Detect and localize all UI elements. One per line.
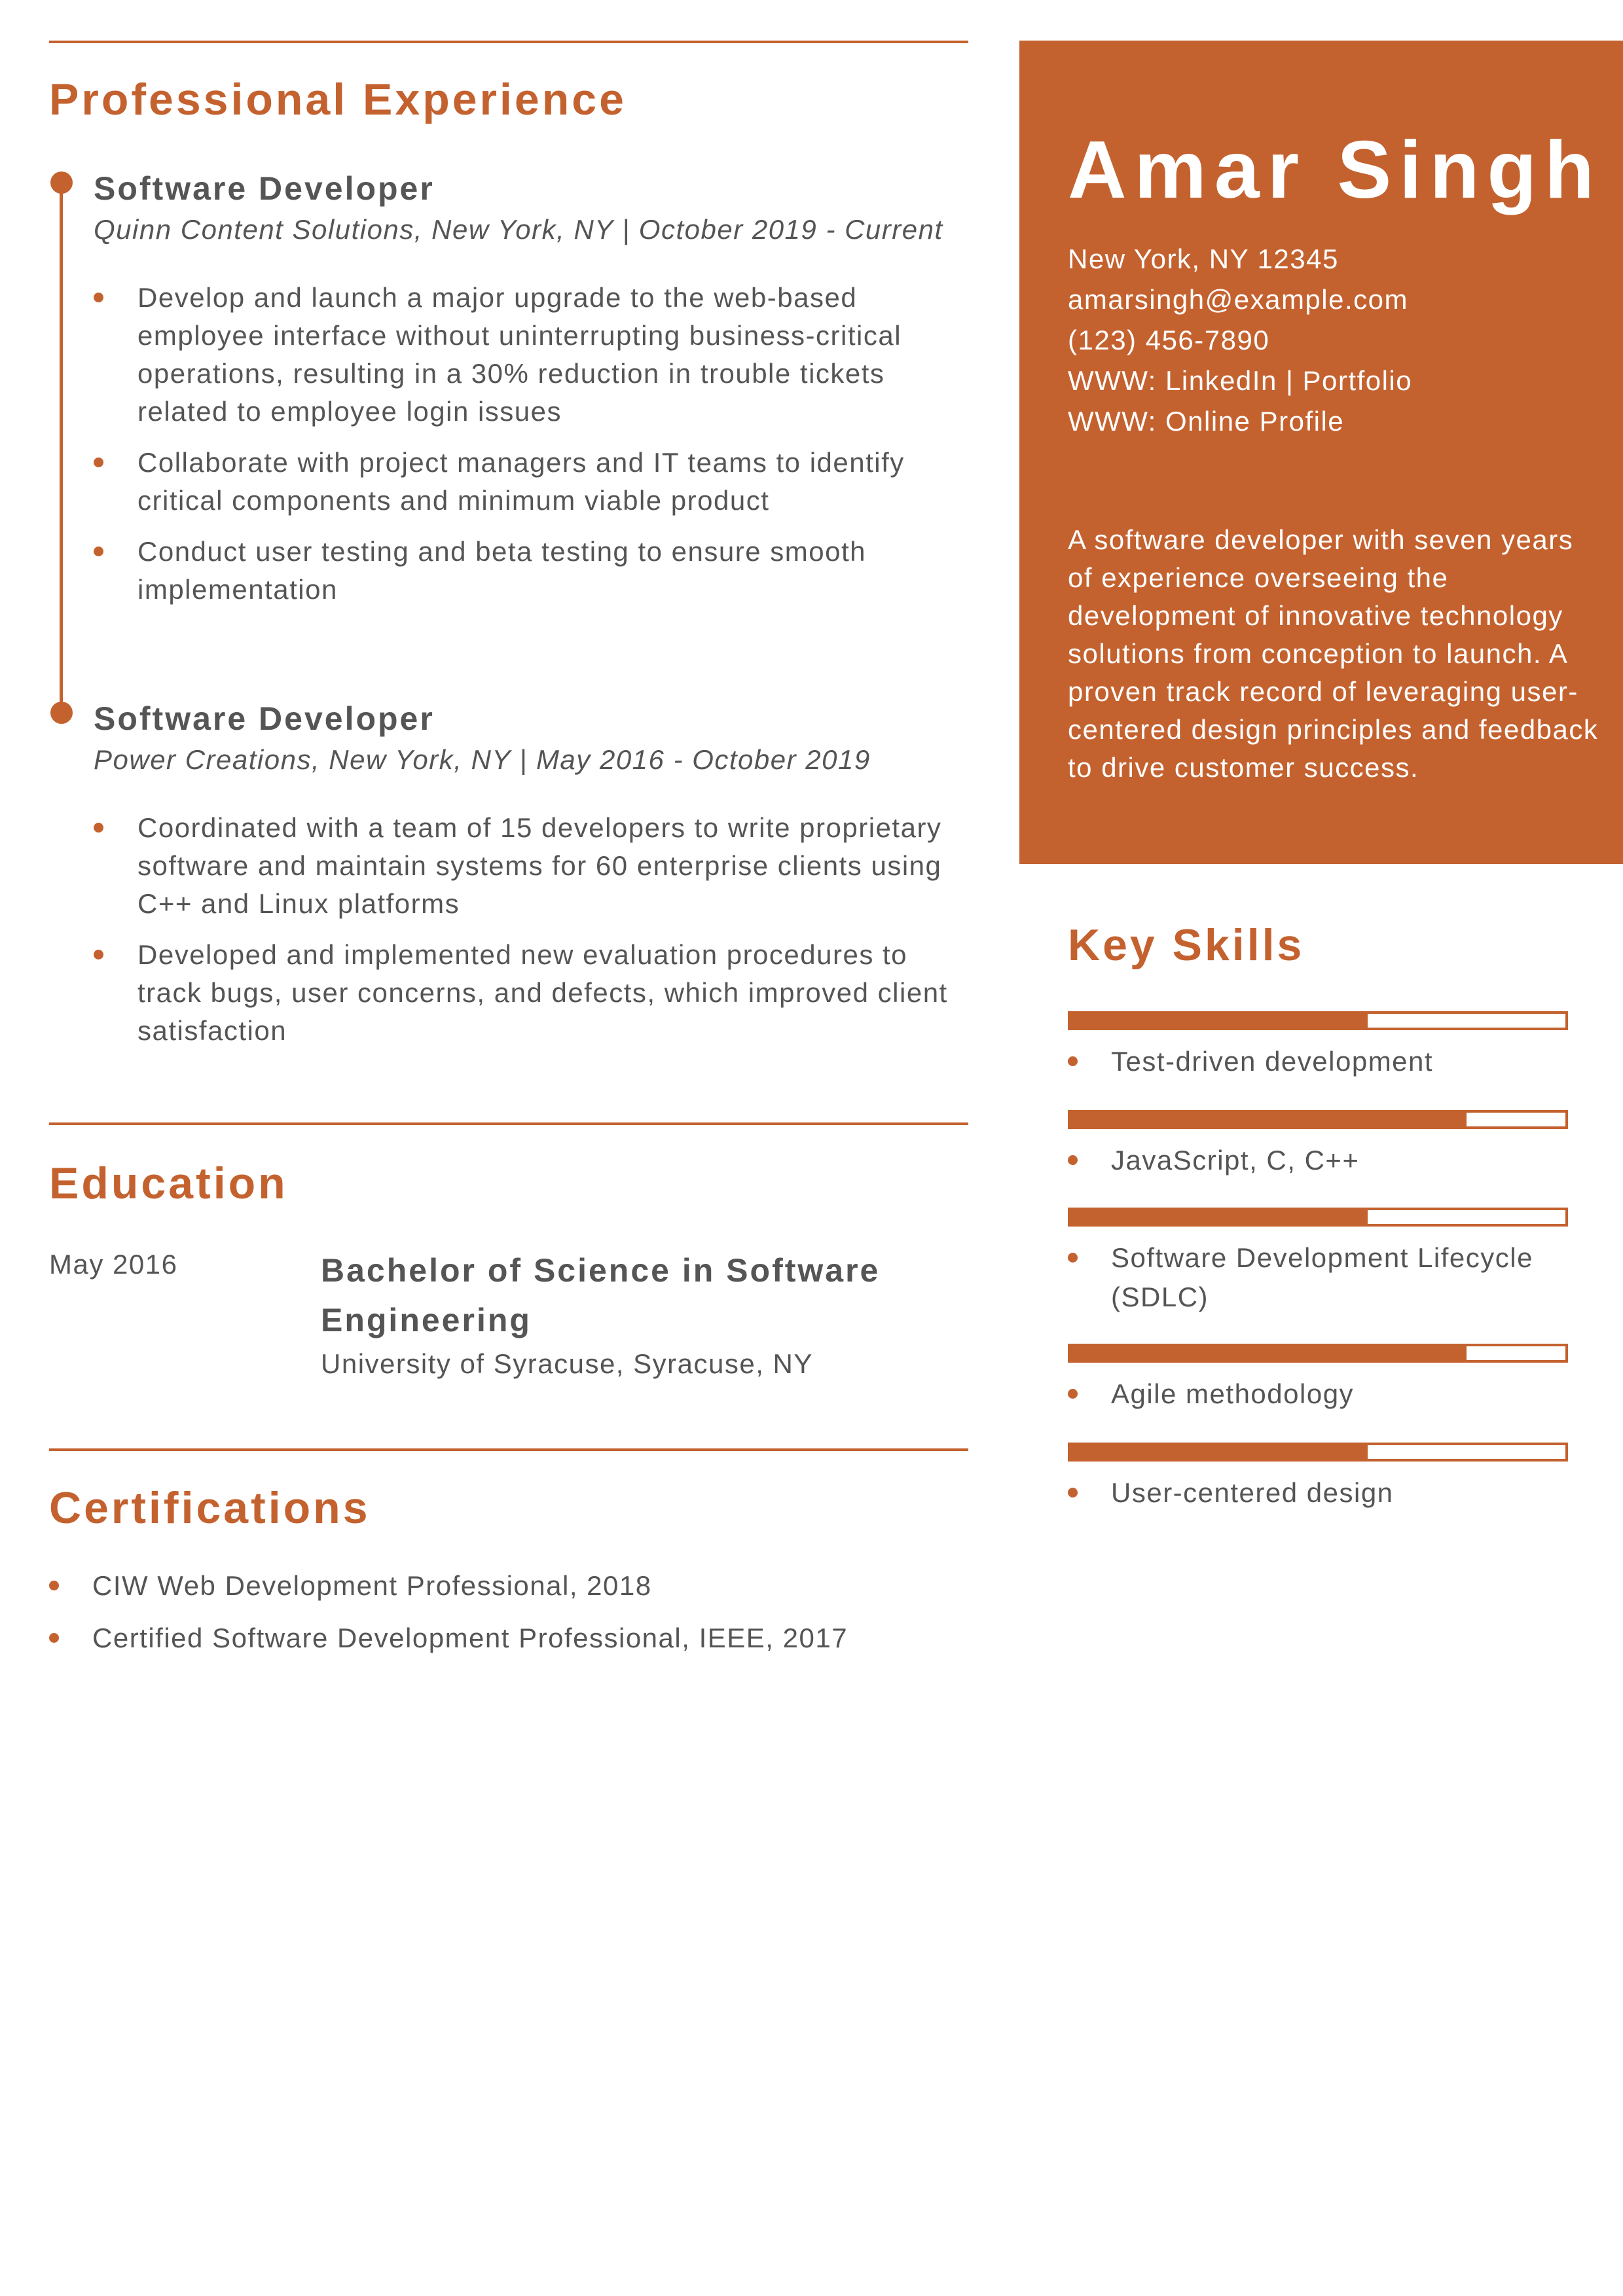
certifications-list: [49, 1567, 972, 1672]
skill-label: User-centered design: [1068, 1473, 1568, 1513]
skill-item: [1068, 1011, 1568, 1081]
contact-phone: (123) 456-7890: [1068, 325, 1270, 355]
job-title: Software Developer: [94, 700, 435, 737]
skill-level-bar: [1068, 1011, 1568, 1030]
contact-info: [1068, 239, 1605, 442]
job-title: Software Developer: [94, 170, 435, 207]
skill-level-fill: [1070, 1210, 1368, 1224]
experience-timeline-line: [60, 183, 63, 710]
skill-level-bar: [1068, 1443, 1568, 1462]
skill-item: [1068, 1110, 1568, 1180]
skill-level-bar: [1068, 1208, 1568, 1227]
certification-item: Certified Software Development Professional, IEEE, 2017: [49, 1619, 972, 1657]
contact-address: New York, NY 12345: [1068, 243, 1339, 274]
skill-label: Test-driven development: [1068, 1042, 1568, 1081]
education-date: May 2016: [49, 1249, 178, 1280]
skill-label: JavaScript, C, C++: [1068, 1141, 1568, 1180]
contact-email: amarsingh@example.com: [1068, 284, 1408, 315]
certifications-top-rule: [49, 1448, 968, 1451]
contact-links: WWW: LinkedIn | Portfolio: [1068, 365, 1413, 396]
education-entry: [321, 1246, 976, 1383]
job-company-location-dates: Power Creations, New York, NY | May 2016 - October 2019: [94, 744, 871, 775]
certification-item: CIW Web Development Professional, 2018: [49, 1567, 972, 1605]
job-entry-2: [94, 699, 974, 1063]
job-bullet: Conduct user testing and beta testing to ensure smooth implementation: [94, 533, 974, 609]
candidate-name: Amar Singh: [1068, 125, 1602, 215]
education-section-title: Education: [49, 1158, 288, 1208]
job-company-location-dates: Quinn Content Solutions, New York, NY | October 2019 - Current: [94, 214, 943, 245]
skill-level-fill: [1070, 1445, 1368, 1459]
skill-level-fill: [1070, 1014, 1368, 1028]
timeline-dot-job-1: [50, 171, 73, 194]
education-school: University of Syracuse, Syracuse, NY: [321, 1348, 813, 1379]
skill-item: [1068, 1208, 1568, 1317]
job-bullet: Developed and implemented new evaluation procedures to track bugs, user concerns, and defects, which improved client satisfaction: [94, 936, 974, 1050]
skill-label: Software Development Lifecycle (SDLC): [1068, 1238, 1568, 1317]
job-bullet: Collaborate with project managers and IT teams to identify critical components and minimum viable product: [94, 444, 974, 520]
experience-section-title: Professional Experience: [49, 75, 627, 124]
skill-item: [1068, 1443, 1568, 1513]
education-degree: Bachelor of Science in Software Engineering: [321, 1252, 881, 1338]
contact-online-profile: WWW: Online Profile: [1068, 406, 1345, 437]
job-bullet-list: [94, 809, 974, 1050]
job-entry-1: [94, 169, 974, 622]
skill-level-fill: [1070, 1346, 1467, 1360]
skills-section-title: Key Skills: [1068, 920, 1305, 970]
skill-level-bar: [1068, 1344, 1568, 1363]
certifications-section-title: Certifications: [49, 1483, 371, 1533]
skill-item: [1068, 1344, 1568, 1414]
professional-summary: A software developer with seven years of experience overseeing the development of innovative technology solutions from conception to launch. A proven track record of leveraging user-centered design principles and feedback to drive customer success.: [1068, 524, 1599, 783]
timeline-dot-job-2: [50, 702, 73, 724]
job-bullet: Develop and launch a major upgrade to the web-based employee interface without uninterrupting business-critical operations, resulting in a 30% reduction in trouble tickets related to employee login issues: [94, 279, 974, 431]
skill-level-bar: [1068, 1110, 1568, 1129]
skill-label: Agile methodology: [1068, 1374, 1568, 1414]
education-top-rule: [49, 1122, 968, 1125]
experience-top-rule: [49, 41, 968, 43]
job-bullet-list: [94, 279, 974, 609]
skill-level-fill: [1070, 1113, 1467, 1126]
job-bullet: Coordinated with a team of 15 developers to write proprietary software and maintain systems for 60 enterprise clients using C++ and Linux platforms: [94, 809, 974, 923]
